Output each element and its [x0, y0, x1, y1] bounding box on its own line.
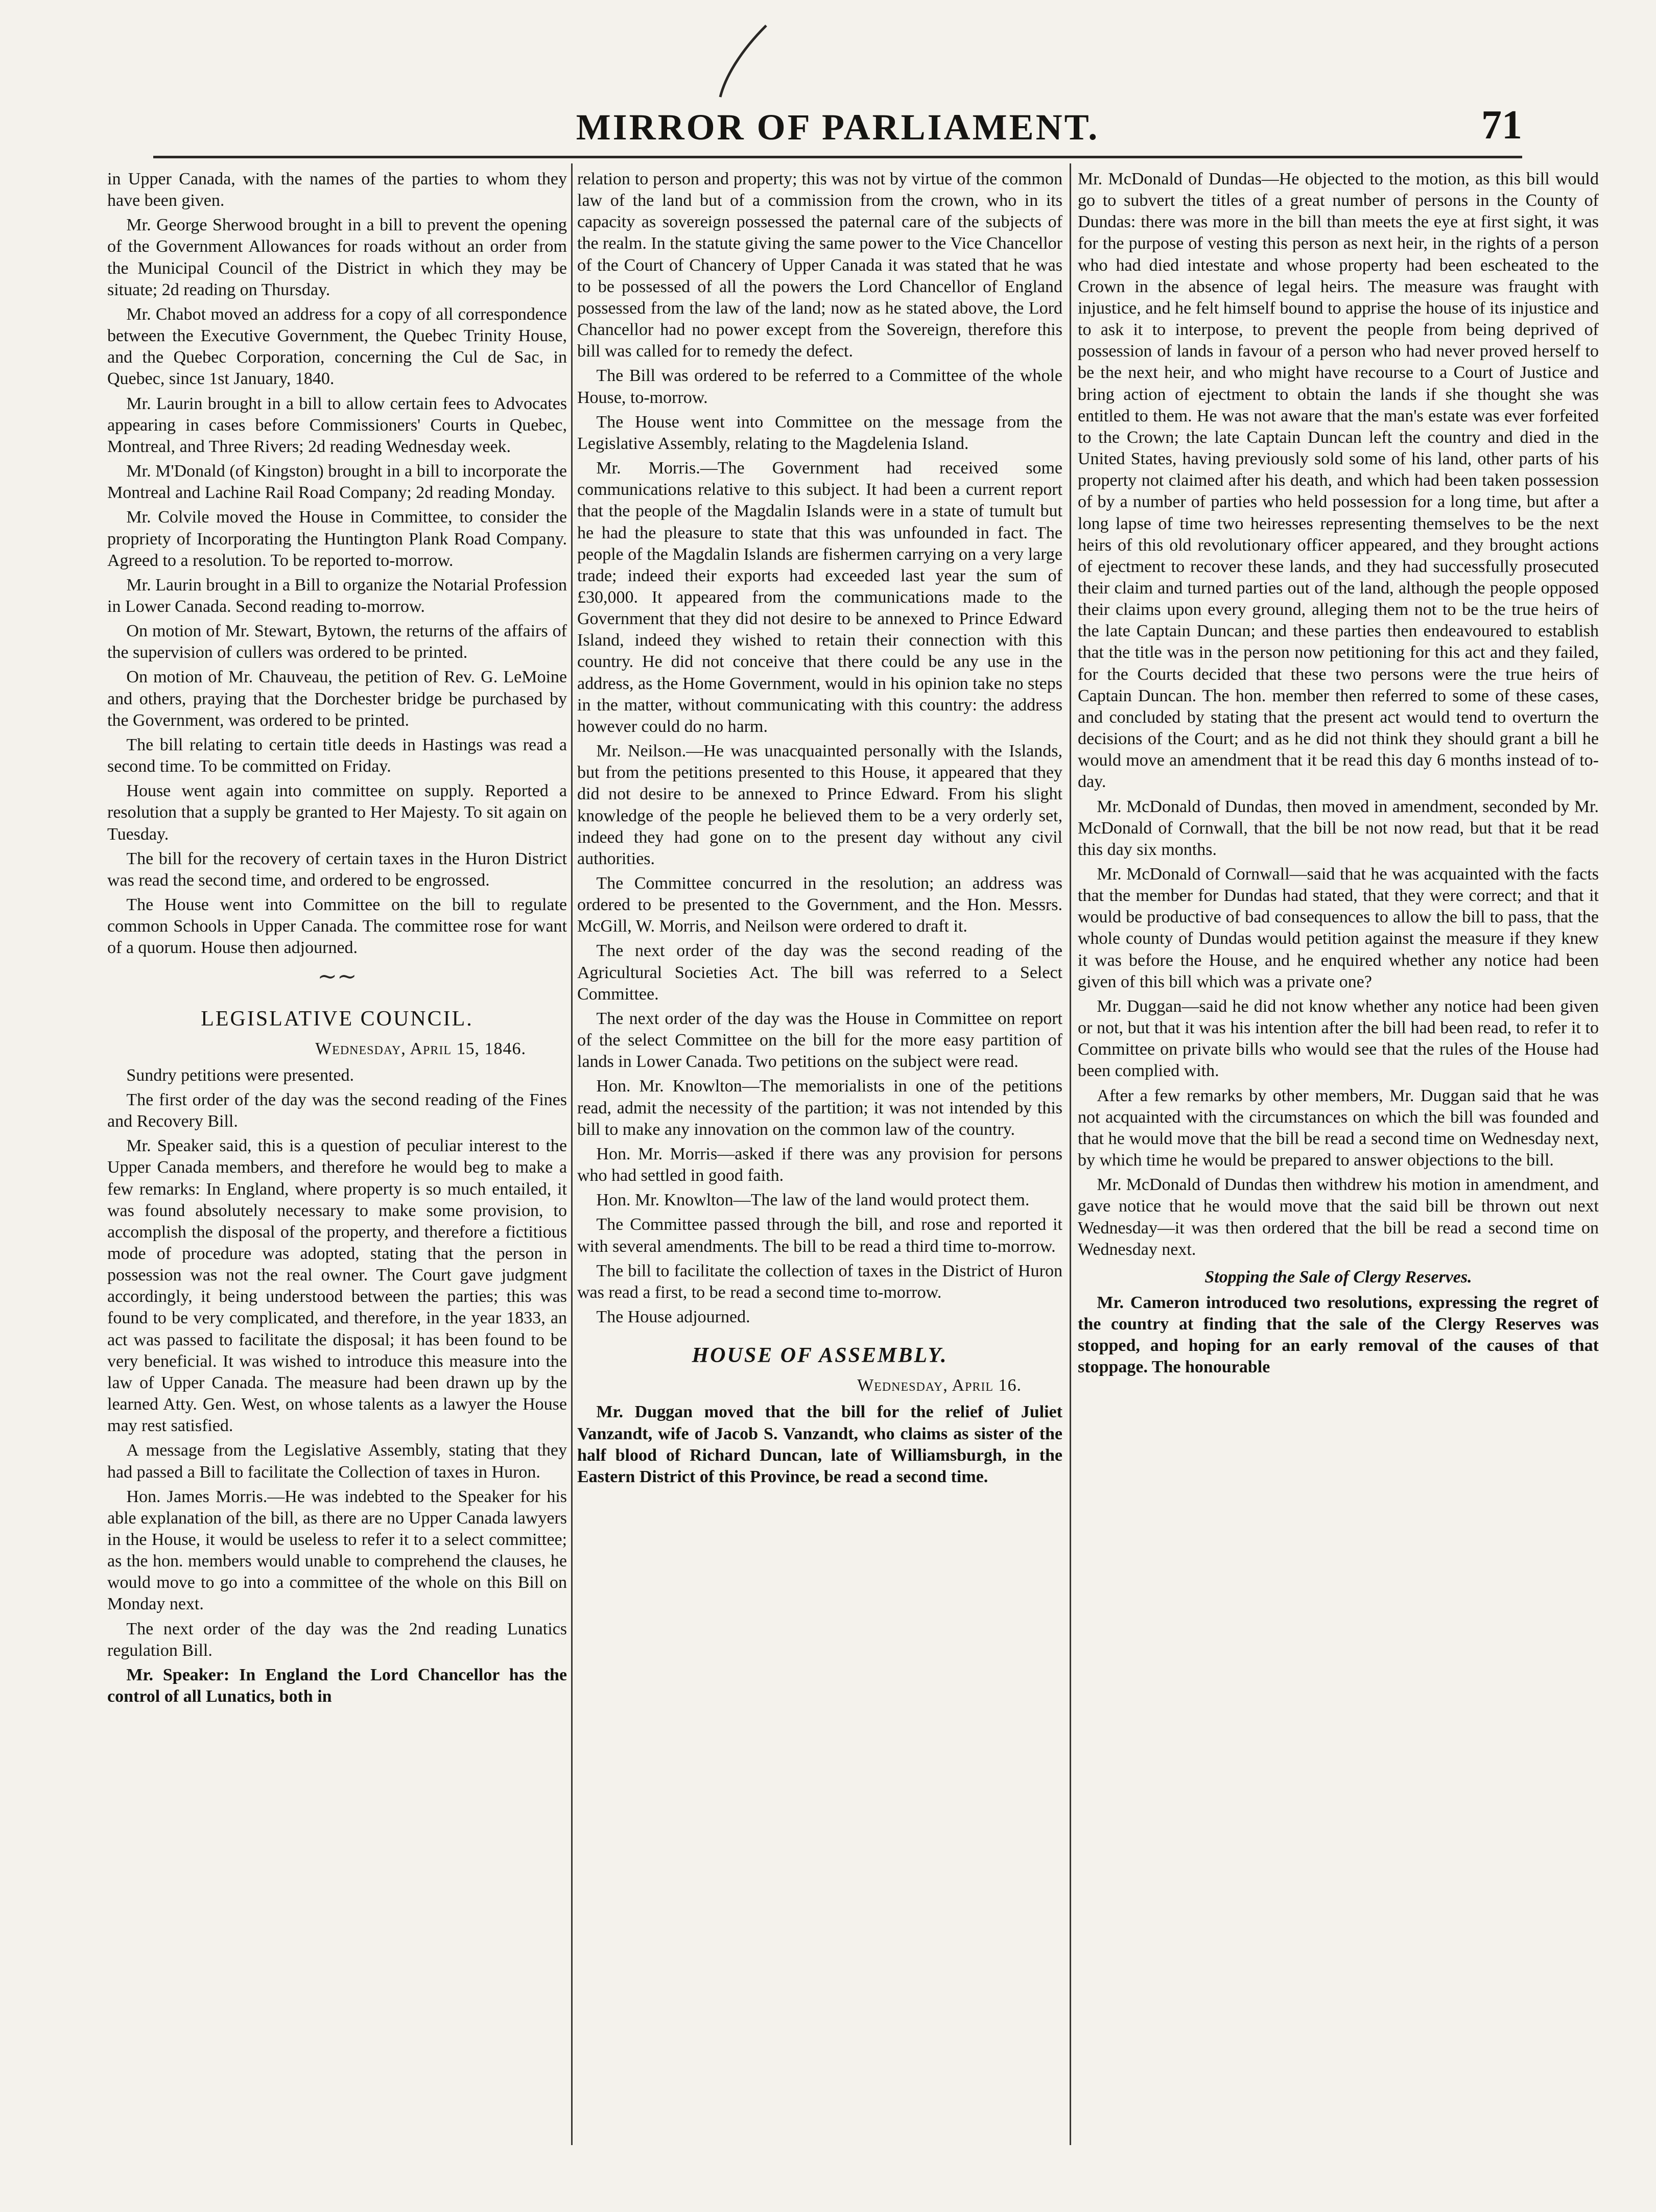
publication-title: MIRROR OF PARLIAMENT. [576, 107, 1100, 148]
paragraph: After a few remarks by other members, Mr. Duggan said that he was not acquainted with the circumstances on which the bill was founded and that he would move that the bill be read a second time on Wednesday next, by which time he would be prepared to answer objections to the bill. [1078, 1086, 1599, 1170]
section-heading-house-of-assembly: HOUSE OF ASSEMBLY. [692, 1344, 948, 1368]
paragraph: The bill to facilitate the collection of taxes in the District of Huron was read a first, to be read a second time to-morrow. [577, 1261, 1062, 1302]
paragraph: Mr. Laurin brought in a bill to allow certain fees to Advocates appearing in cases before Commissioners' Courts in Quebec, Montreal, and Three Rivers; 2d reading Wednesday week. [107, 394, 567, 456]
paragraph: Mr. McDonald of Dundas—He objected to the motion, as this bill would go to subvert the titles of a great number of persons in the County of Dundas: there was more in the bill than meets the eye at first sight, it was for the purpose of vesting this person as next heir, in the rights of a person who had died intestate and whose property had been escheated to the Crown in the absence of legal heirs. The measure was fraught with injustice, and he felt himself bound to apprise the house of its injustice and to ask it to interpose, to prevent the people from being deprived of possession of lands in favour of a person who had never proved herself to be the next heir, and who might have recourse to a Court of Justice and bring action of ejectment to obtain the lands if she thought she was entitled to them. He was not aware that the man's estate was ever forfeited to the Crown; the late Captain Duncan left the country and died in the United States, having previously sold some of his land, other parts of his property not claimed after his death, and which had been taken possession of by a number of parties who held possession for a long time, but after a long lapse of time two heiresses representing themselves to be the next heirs of this old revolutionary officer appeared, and they brought actions of ejectment to recover these lands, and they had successfully prosecuted their claim and turned parties out of the land, although the people opposed their claims upon every ground, alleging them not to be the true heirs of the late Captain Duncan; and these parties then endeavoured to establish that the title was in the person now petitioning for this act and they failed, for the Courts decided that these two persons were the true heirs of Captain Duncan. The hon. member then referred to some of these cases, and concluded by stating that the present act would tend to overturn the decisions of the Court; and as he did not think they should grant a bill he would move an amendment that it be read this day 6 months instead of to-day. [1078, 170, 1599, 792]
paragraph: The House adjourned. [596, 1307, 750, 1326]
header-rule [153, 156, 1522, 158]
column-divider [571, 163, 573, 2145]
paragraph: Mr. Colvile moved the House in Committee, to consider the propriety of Incorporating the Huntington Plank Road Company. Agreed to a resolution. To be reported to-morrow. [107, 508, 567, 570]
paragraph: The Bill was ordered to be referred to a Committee of the whole House, to-morrow. [577, 366, 1062, 407]
page-number: 71 [1481, 103, 1522, 148]
paragraph: On motion of Mr. Chauveau, the petition of Rev. G. LeMoine and others, praying that the Dorchester bridge be purchased by the Government, was ordered to be printed. [107, 668, 567, 730]
paragraph: Mr. McDonald of Dundas, then moved in amendment, seconded by Mr. McDonald of Cornwall, that the bill be not now read, but that it be read this day six months. [1078, 797, 1599, 859]
paragraph: Sundry petitions were presented. [126, 1065, 354, 1085]
subheading: Stopping the Sale of Clergy Reserves. [1204, 1267, 1472, 1287]
handwritten-signature-mark: ~~ [317, 962, 357, 990]
paragraph: The next order of the day was the House in Committee on report of the select Committee on the bill for the more easy partition of lands in Lower Canada. Two petitions on the subject were read. [577, 1009, 1062, 1072]
paragraph: The House went into Committee on the bill to regulate common Schools in Upper Canada. The committee rose for want of a quorum. House then adjourned. [107, 895, 567, 958]
paragraph: Mr. George Sherwood brought in a bill to prevent the opening of the Government Allowances for roads without an order from the Municipal Council of the District in which they may be situate; 2d reading on Thursday. [107, 216, 567, 299]
paragraph: Mr. Laurin brought in a Bill to organize the Notarial Profession in Lower Canada. Second reading to-morrow. [107, 575, 567, 616]
column-2 [577, 169, 1062, 2150]
paragraph: Mr. Neilson.—He was unacquainted personally with the Islands, but from the petitions presented to this House, it appeared that they did not desire to be annexed to Prince Edward. From his slight knowledge of the people he believed them to be a very orderly set, indeed they had gone on to the present day without any civil authorities. [577, 742, 1062, 868]
column-1 [107, 169, 567, 2150]
paragraph: The bill relating to certain title deeds in Hastings was read a second time. To be committed on Friday. [107, 735, 567, 776]
paragraph: Hon. Mr. Morris—asked if there was any provision for persons who had settled in good faith. [577, 1144, 1062, 1185]
section-heading-legislative-council: LEGISLATIVE COUNCIL. [201, 1007, 474, 1031]
paragraph: Mr. Chabot moved an address for a copy of all correspondence between the Executive Government, the Quebec Trinity House, and the Quebec Corporation, concerning the Cul de Sac, in Quebec, since 1st January, 1840. [107, 304, 567, 389]
paragraph: Mr. Duggan moved that the bill for the relief of Juliet Vanzandt, wife of Jacob S. Vanzandt, who claims as sister of the half blood of Richard Duncan, late of Williamsburgh, in the Eastern District of this Province, be read a second time. [577, 1402, 1062, 1486]
paragraph: Mr. Morris.—The Government had received some communications relative to this subject. It had been a current report that the people of the Magdalin Islands were in a state of tumult but he had the pleasure to state that this was unfounded in fact. The people of the Magdalin Islands are fishermen carrying on a very large trade; indeed their exports had exceeded last year the sum of £30,000. It appeared from the communications made to the Government that they did not desire to be annexed to Prince Edward Island, indeed they wished to retain their connection with this country. He did not conceive that there could be any use in the address, as the Home Government, would in his opinion take no steps in the matter, without communicating with this country: the address however could do no harm. [577, 459, 1062, 736]
paragraph: House went again into committee on supply. Reported a resolution that a supply be granted to Her Majesty. To sit again on Tuesday. [107, 781, 567, 844]
page-header [153, 97, 1522, 158]
paragraph: in Upper Canada, with the names of the parties to whom they have been given. [107, 170, 567, 210]
paragraph: Mr. M'Donald (of Kingston) brought in a bill to incorporate the Montreal and Lachine Rail Road Company; 2d reading Monday. [107, 462, 567, 503]
column-divider [1070, 163, 1071, 2145]
pencil-mark-icon [710, 20, 771, 102]
paragraph: The Committee passed through the bill, and rose and reported it with several amendments. The bill to be read a third time to-morrow. [577, 1215, 1062, 1256]
paragraph: Hon. Mr. Knowlton—The memorialists in one of the petitions read, admit the necessity of the partition; it was not intended by this bill to make any innovation on the common law of the country. [577, 1077, 1062, 1139]
paragraph: Mr. Speaker: In England the Lord Chancellor has the control of all Lunatics, both in [107, 1665, 567, 1706]
paragraph: Mr. McDonald of Cornwall—said that he was acquainted with the facts that the member for Dundas had stated, that they were correct; and that it would be productive of bad consequences to allow the bill to pass, that the whole county of Dundas would petition against the measure if they knew it was before the House, and he enquired whether any notice had been given of this bill which was a private one? [1078, 865, 1599, 991]
paragraph: Mr. Duggan—said he did not know whether any notice had been given or not, but that it was his intention after the bill had been read, to refer it to Committee on private bills who would see that the rules of the House had been complied with. [1078, 996, 1599, 1081]
paragraph: Mr. Cameron introduced two resolutions, expressing the regret of the country at finding that the sale of the Clergy Reserves was stopped, and hoping for an early removal of the causes of that stoppage. The honourable [1078, 1293, 1599, 1377]
paragraph: Mr. McDonald of Dundas then withdrew his motion in amendment, and gave notice that he would move that the said bill be thrown out next Wednesday—it was then ordered that the bill be read a second time on Wednesday next. [1078, 1175, 1599, 1259]
paragraph: Hon. James Morris.—He was indebted to the Speaker for his able explanation of the bill, as there are no Upper Canada lawyers in the House, it would be useless to refer it to a select committee; as the hon. members would unable to comprehend the clauses, he would move to go into a committee of the whole on this Bill on Monday next. [107, 1487, 567, 1614]
paragraph: On motion of Mr. Stewart, Bytown, the returns of the affairs of the supervision of cullers was ordered to be printed. [107, 622, 567, 662]
paragraph: The next order of the day was the second reading of the Agricultural Societies Act. The bill was referred to a Select Committee. [577, 941, 1062, 1004]
paragraph: The Committee concurred in the resolution; an address was ordered to be presented to the Government, and the Hon. Messrs. McGill, W. Morris, and Neilson were ordered to draft it. [577, 874, 1062, 936]
paragraph: The bill for the recovery of certain taxes in the Huron District was read the second time, and ordered to be engrossed. [107, 849, 567, 890]
column-3 [1078, 169, 1599, 2150]
paragraph: The next order of the day was the 2nd reading Lunatics regulation Bill. [107, 1619, 567, 1660]
paragraph: Hon. Mr. Knowlton—The law of the land would protect them. [596, 1191, 1030, 1210]
paragraph: The first order of the day was the second reading of the Fines and Recovery Bill. [107, 1090, 567, 1131]
paragraph: The House went into Committee on the message from the Legislative Assembly, relating to the Magdelenia Island. [577, 412, 1062, 453]
paragraph: Mr. Speaker said, this is a question of peculiar interest to the Upper Canada members, and therefore he would beg to make a few remarks: In England, where property is so much entailed, it was found absolutely necessary to make some provision, to accomplish the disposal of the property, and therefore a fictitious mode of procedure was adopted, stating that the person in possession was not the real owner. The Court gave judgment accordingly, it being understood between the parties; this was found to be very complicated, and therefore, in the year 1833, an act was passed to facilitate the disposal; it has been found to be very beneficial. It was wished to introduce this measure into the law of Upper Canada. The measure had been drawn up by the learned Atty. Gen. West, on whose talents as a lawyer the House may rest satisfied. [107, 1136, 567, 1436]
paragraph: relation to person and property; this was not by virtue of the common law of the land but of a commission from the crown, who in its capacity as sovereign possessed the paternal care of the subjects of the realm. In the statute giving the same power to the Vice Chancellor of the Court of Chancery of Upper Canada it was stated that he was to be possessed of all the powers the Lord Chancellor of England possessed from the law of the land; now as he stated above, the Lord Chancellor had no power except from the Sovereign, therefore this bill was called for to remedy the defect. [577, 170, 1062, 361]
dateline: Wednesday, April 16. [857, 1376, 1022, 1395]
dateline: Wednesday, April 15, 1846. [315, 1039, 526, 1058]
paragraph: A message from the Legislative Assembly, stating that they had passed a Bill to facilitate the Collection of taxes in Huron. [107, 1441, 567, 1482]
